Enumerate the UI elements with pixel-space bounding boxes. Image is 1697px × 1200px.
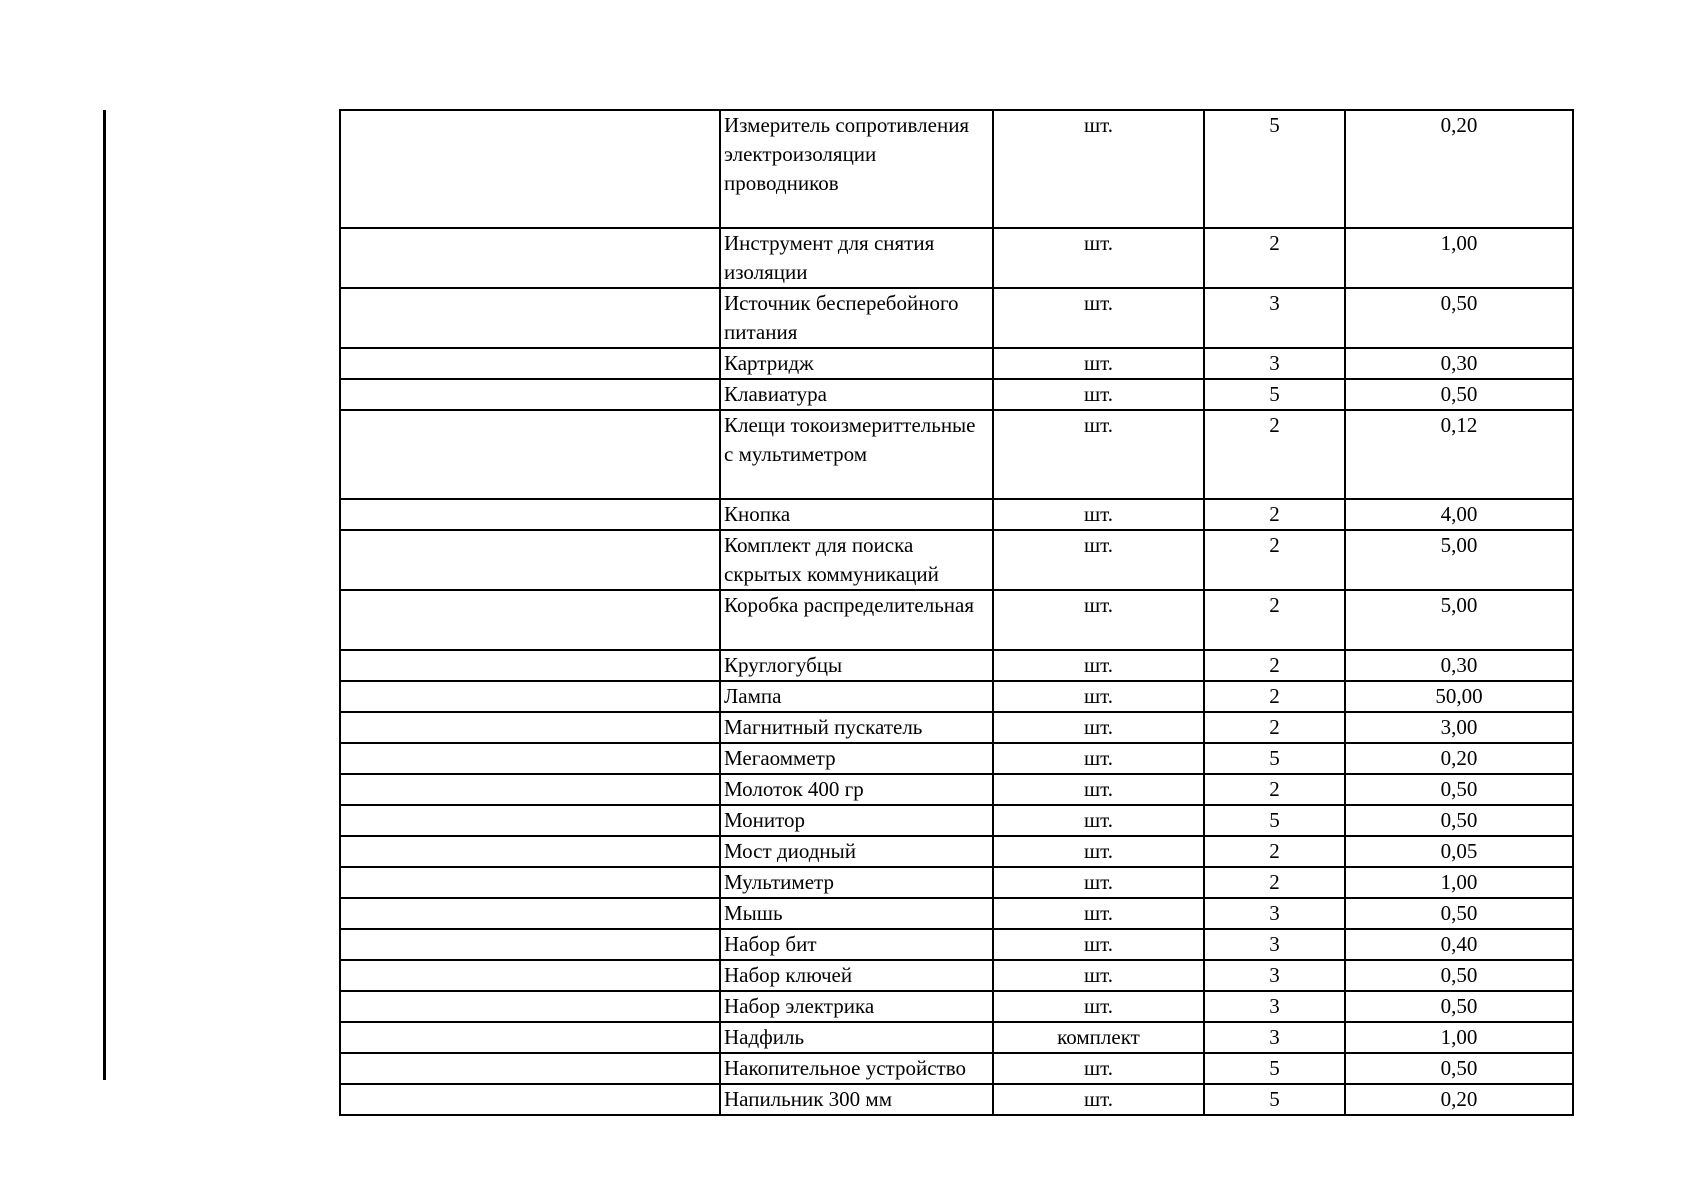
quantity-cell: 5 <box>1204 1053 1345 1084</box>
table-row <box>340 288 1573 348</box>
table-row <box>340 590 1573 650</box>
table-row <box>340 712 1573 743</box>
item-name-cell: Накопительное устройство <box>720 1053 993 1084</box>
item-name-cell: Надфиль <box>720 1022 993 1053</box>
quantity-cell: 2 <box>1204 499 1345 530</box>
item-name-cell: Монитор <box>720 805 993 836</box>
unit-cell: шт. <box>993 774 1204 805</box>
value-cell: 0,50 <box>1345 774 1573 805</box>
item-name-cell: Инструмент для снятия изоляции <box>720 228 993 288</box>
unit-cell: шт. <box>993 991 1204 1022</box>
unit-cell: шт. <box>993 499 1204 530</box>
table-row <box>340 228 1573 288</box>
table-row <box>340 1022 1573 1053</box>
empty-cell <box>340 991 720 1022</box>
unit-cell: шт. <box>993 1053 1204 1084</box>
quantity-cell: 3 <box>1204 1022 1345 1053</box>
empty-cell <box>340 1084 720 1115</box>
unit-cell: шт. <box>993 836 1204 867</box>
unit-cell: шт. <box>993 960 1204 991</box>
unit-cell: шт. <box>993 110 1204 228</box>
item-name-cell: Молоток 400 гр <box>720 774 993 805</box>
empty-cell <box>340 960 720 991</box>
empty-cell <box>340 1053 720 1084</box>
item-name-cell: Набор электрика <box>720 991 993 1022</box>
unit-cell: шт. <box>993 805 1204 836</box>
table-row <box>340 960 1573 991</box>
value-cell: 0,50 <box>1345 991 1573 1022</box>
quantity-cell: 3 <box>1204 288 1345 348</box>
empty-cell <box>340 499 720 530</box>
item-name-cell: Мегаомметр <box>720 743 993 774</box>
unit-cell: шт. <box>993 650 1204 681</box>
quantity-cell: 2 <box>1204 712 1345 743</box>
item-name-cell: Круглогубцы <box>720 650 993 681</box>
quantity-cell: 5 <box>1204 110 1345 228</box>
value-cell: 0,50 <box>1345 288 1573 348</box>
value-cell: 0,30 <box>1345 650 1573 681</box>
unit-cell: шт. <box>993 743 1204 774</box>
value-cell: 0,50 <box>1345 898 1573 929</box>
table-row <box>340 499 1573 530</box>
value-cell: 1,00 <box>1345 867 1573 898</box>
empty-cell <box>340 288 720 348</box>
quantity-cell: 2 <box>1204 410 1345 499</box>
unit-cell: шт. <box>993 898 1204 929</box>
quantity-cell: 2 <box>1204 681 1345 712</box>
item-name-cell: Мультиметр <box>720 867 993 898</box>
item-name-cell: Комплект для поиска скрытых коммуникаций <box>720 530 993 590</box>
empty-cell <box>340 410 720 499</box>
table-row <box>340 410 1573 499</box>
empty-cell <box>340 348 720 379</box>
empty-cell <box>340 1022 720 1053</box>
table-row <box>340 774 1573 805</box>
table-row <box>340 1053 1573 1084</box>
item-name-cell: Мост диодный <box>720 836 993 867</box>
item-name-cell: Набор ключей <box>720 960 993 991</box>
empty-cell <box>340 712 720 743</box>
empty-cell <box>340 867 720 898</box>
unit-cell: шт. <box>993 1084 1204 1115</box>
table-row <box>340 110 1573 228</box>
value-cell: 0,50 <box>1345 960 1573 991</box>
value-cell: 5,00 <box>1345 590 1573 650</box>
table-row <box>340 991 1573 1022</box>
quantity-cell: 5 <box>1204 743 1345 774</box>
unit-cell: шт. <box>993 867 1204 898</box>
value-cell: 1,00 <box>1345 1022 1573 1053</box>
value-cell: 50,00 <box>1345 681 1573 712</box>
table-row <box>340 1084 1573 1115</box>
table-row <box>340 743 1573 774</box>
value-cell: 0,12 <box>1345 410 1573 499</box>
empty-cell <box>340 379 720 410</box>
table-row <box>340 898 1573 929</box>
item-name-cell: Магнитный пускатель <box>720 712 993 743</box>
item-name-cell: Измеритель сопротивления электроизоляции проводников <box>720 110 993 228</box>
item-name-cell: Мышь <box>720 898 993 929</box>
value-cell: 0,20 <box>1345 110 1573 228</box>
value-cell: 3,00 <box>1345 712 1573 743</box>
table-row <box>340 867 1573 898</box>
unit-cell: шт. <box>993 379 1204 410</box>
unit-cell: шт. <box>993 228 1204 288</box>
empty-cell <box>340 774 720 805</box>
quantity-cell: 3 <box>1204 348 1345 379</box>
table-row <box>340 348 1573 379</box>
value-cell: 5,00 <box>1345 530 1573 590</box>
unit-cell: комплект <box>993 1022 1204 1053</box>
unit-cell: шт. <box>993 590 1204 650</box>
unit-cell: шт. <box>993 348 1204 379</box>
value-cell: 1,00 <box>1345 228 1573 288</box>
quantity-cell: 2 <box>1204 774 1345 805</box>
value-cell: 4,00 <box>1345 499 1573 530</box>
item-name-cell: Кнопка <box>720 499 993 530</box>
quantity-cell: 3 <box>1204 991 1345 1022</box>
unit-cell: шт. <box>993 929 1204 960</box>
quantity-cell: 2 <box>1204 867 1345 898</box>
quantity-cell: 3 <box>1204 898 1345 929</box>
empty-cell <box>340 929 720 960</box>
table-row <box>340 805 1573 836</box>
quantity-cell: 2 <box>1204 228 1345 288</box>
value-cell: 0,40 <box>1345 929 1573 960</box>
item-name-cell: Клещи токоизмериттельные с мультиметром <box>720 410 993 499</box>
unit-cell: шт. <box>993 288 1204 348</box>
table-row <box>340 681 1573 712</box>
quantity-cell: 3 <box>1204 929 1345 960</box>
page-margin-line <box>103 110 106 1080</box>
value-cell: 0,20 <box>1345 1084 1573 1115</box>
unit-cell: шт. <box>993 712 1204 743</box>
item-name-cell: Набор бит <box>720 929 993 960</box>
value-cell: 0,30 <box>1345 348 1573 379</box>
quantity-cell: 5 <box>1204 379 1345 410</box>
value-cell: 0,50 <box>1345 379 1573 410</box>
item-name-cell: Картридж <box>720 348 993 379</box>
table-row <box>340 836 1573 867</box>
empty-cell <box>340 110 720 228</box>
item-name-cell: Напильник 300 мм <box>720 1084 993 1115</box>
empty-cell <box>340 898 720 929</box>
unit-cell: шт. <box>993 681 1204 712</box>
items-table-body <box>340 110 1573 1115</box>
value-cell: 0,50 <box>1345 805 1573 836</box>
quantity-cell: 2 <box>1204 590 1345 650</box>
empty-cell <box>340 836 720 867</box>
quantity-cell: 2 <box>1204 836 1345 867</box>
value-cell: 0,20 <box>1345 743 1573 774</box>
table-row <box>340 650 1573 681</box>
table-row <box>340 929 1573 960</box>
table-row <box>340 379 1573 410</box>
empty-cell <box>340 590 720 650</box>
unit-cell: шт. <box>993 410 1204 499</box>
item-name-cell: Источник бесперебойного питания <box>720 288 993 348</box>
empty-cell <box>340 530 720 590</box>
value-cell: 0,05 <box>1345 836 1573 867</box>
items-table <box>339 109 1574 1116</box>
empty-cell <box>340 681 720 712</box>
empty-cell <box>340 650 720 681</box>
quantity-cell: 2 <box>1204 530 1345 590</box>
quantity-cell: 5 <box>1204 1084 1345 1115</box>
item-name-cell: Лампа <box>720 681 993 712</box>
quantity-cell: 2 <box>1204 650 1345 681</box>
item-name-cell: Коробка распределительная <box>720 590 993 650</box>
empty-cell <box>340 805 720 836</box>
item-name-cell: Клавиатура <box>720 379 993 410</box>
table-row <box>340 530 1573 590</box>
unit-cell: шт. <box>993 530 1204 590</box>
quantity-cell: 3 <box>1204 960 1345 991</box>
empty-cell <box>340 743 720 774</box>
value-cell: 0,50 <box>1345 1053 1573 1084</box>
quantity-cell: 5 <box>1204 805 1345 836</box>
empty-cell <box>340 228 720 288</box>
